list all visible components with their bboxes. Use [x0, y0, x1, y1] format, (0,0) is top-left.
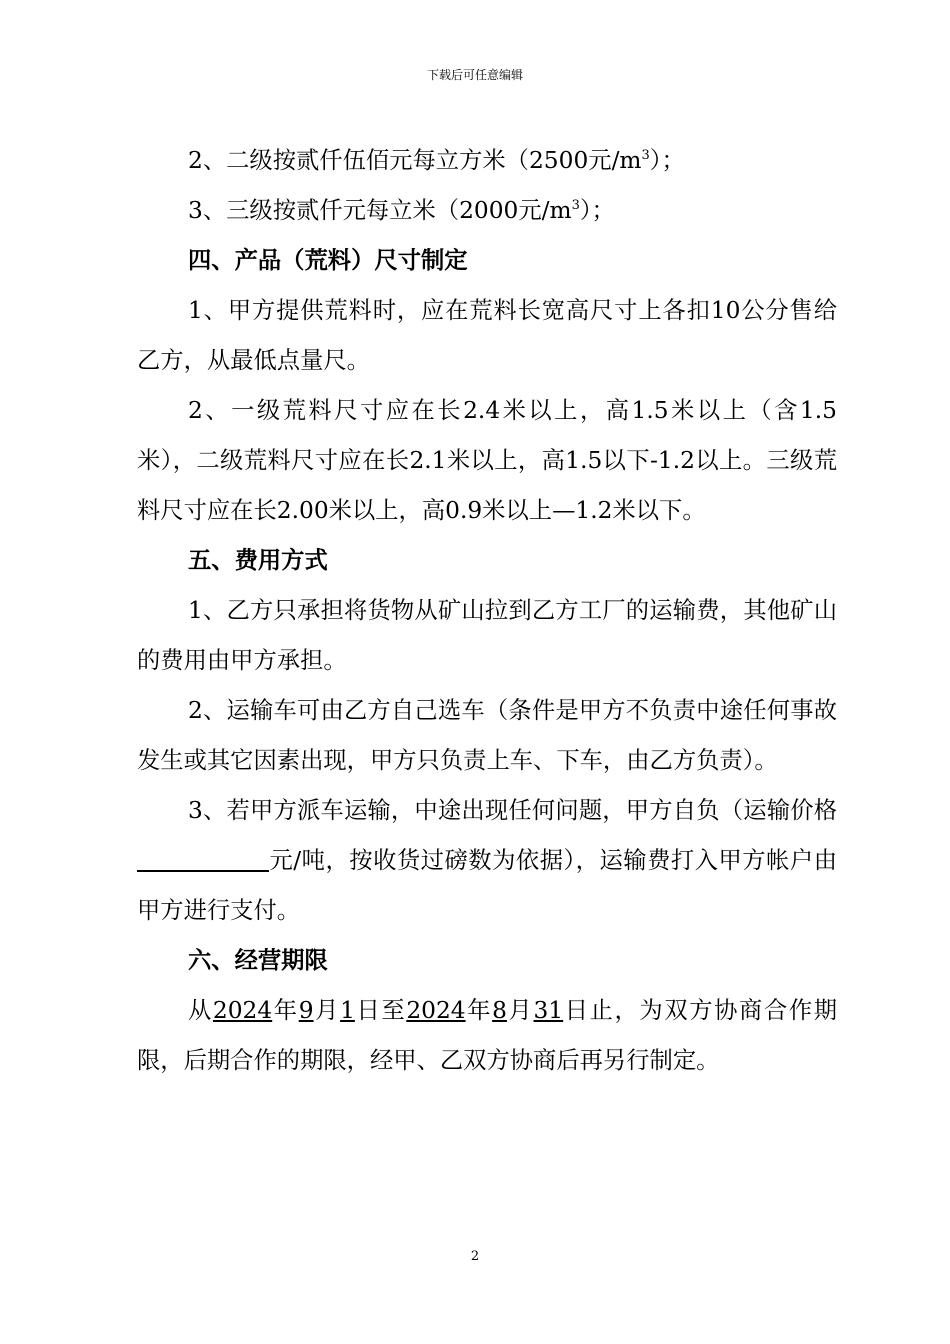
section5-heading: 五、费用方式: [188, 547, 328, 574]
price-grade3: 3、三级按贰仟元每立米（2000元$/m^3$）；: [188, 197, 615, 224]
section5-paragraph2: 2、运输车可由乙方自己选车（条件是甲方不负责中途任何事故发生或其它因素出现，甲方只负责上车、下车，由乙方负责）。: [137, 697, 837, 774]
section4-heading: 四、产品（荒料）尺寸制定: [188, 247, 468, 274]
end-year: 2024: [406, 997, 466, 1024]
document-body: [137, 136, 837, 1086]
price-grade2: 2、二级按贰仟伍佰元每立方米（2500元$/m^3$）；: [188, 147, 685, 174]
start-month: 9: [298, 997, 314, 1024]
start-year: 2024: [212, 997, 273, 1024]
page-number: 2: [470, 1249, 480, 1264]
end-month: 8: [492, 997, 507, 1024]
section4-paragraph2: 2、一级荒料尺寸应在长2.4米以上，高1.5米以上（含1.5米），二级荒料尺寸应在长2.1米以上，高1.5以下-1.2以上。三级荒料尺寸应在长2.00米以上，高0.9米以上—1.2米以下。: [137, 397, 837, 524]
start-day: 1: [340, 997, 355, 1024]
section4-paragraph1: 1、甲方提供荒料时，应在荒料长宽高尺寸上各扣10公分售给乙方，从最低点量尺。: [137, 297, 837, 374]
end-day: 31: [533, 997, 564, 1024]
price-blank: [137, 848, 269, 872]
section5-paragraph3: 3、若甲方派车运输，中途出现任何问题，甲方自负（运输价格元/吨，按收货过磅数为依据），运输费打入甲方帐户由甲方进行支付。: [137, 797, 837, 924]
section6-paragraph1: 从2024年9月1日至2024年8月31日止，为双方协商合作期限，后期合作的期限，经甲、乙双方协商后再另行制定。: [137, 997, 838, 1074]
page-header: 下载后可任意编辑: [426, 68, 523, 82]
section6-heading: 六、经营期限: [188, 947, 328, 974]
section5-paragraph1: 1、乙方只承担将货物从矿山拉到乙方工厂的运输费，其他矿山的费用由甲方承担。: [137, 597, 837, 674]
